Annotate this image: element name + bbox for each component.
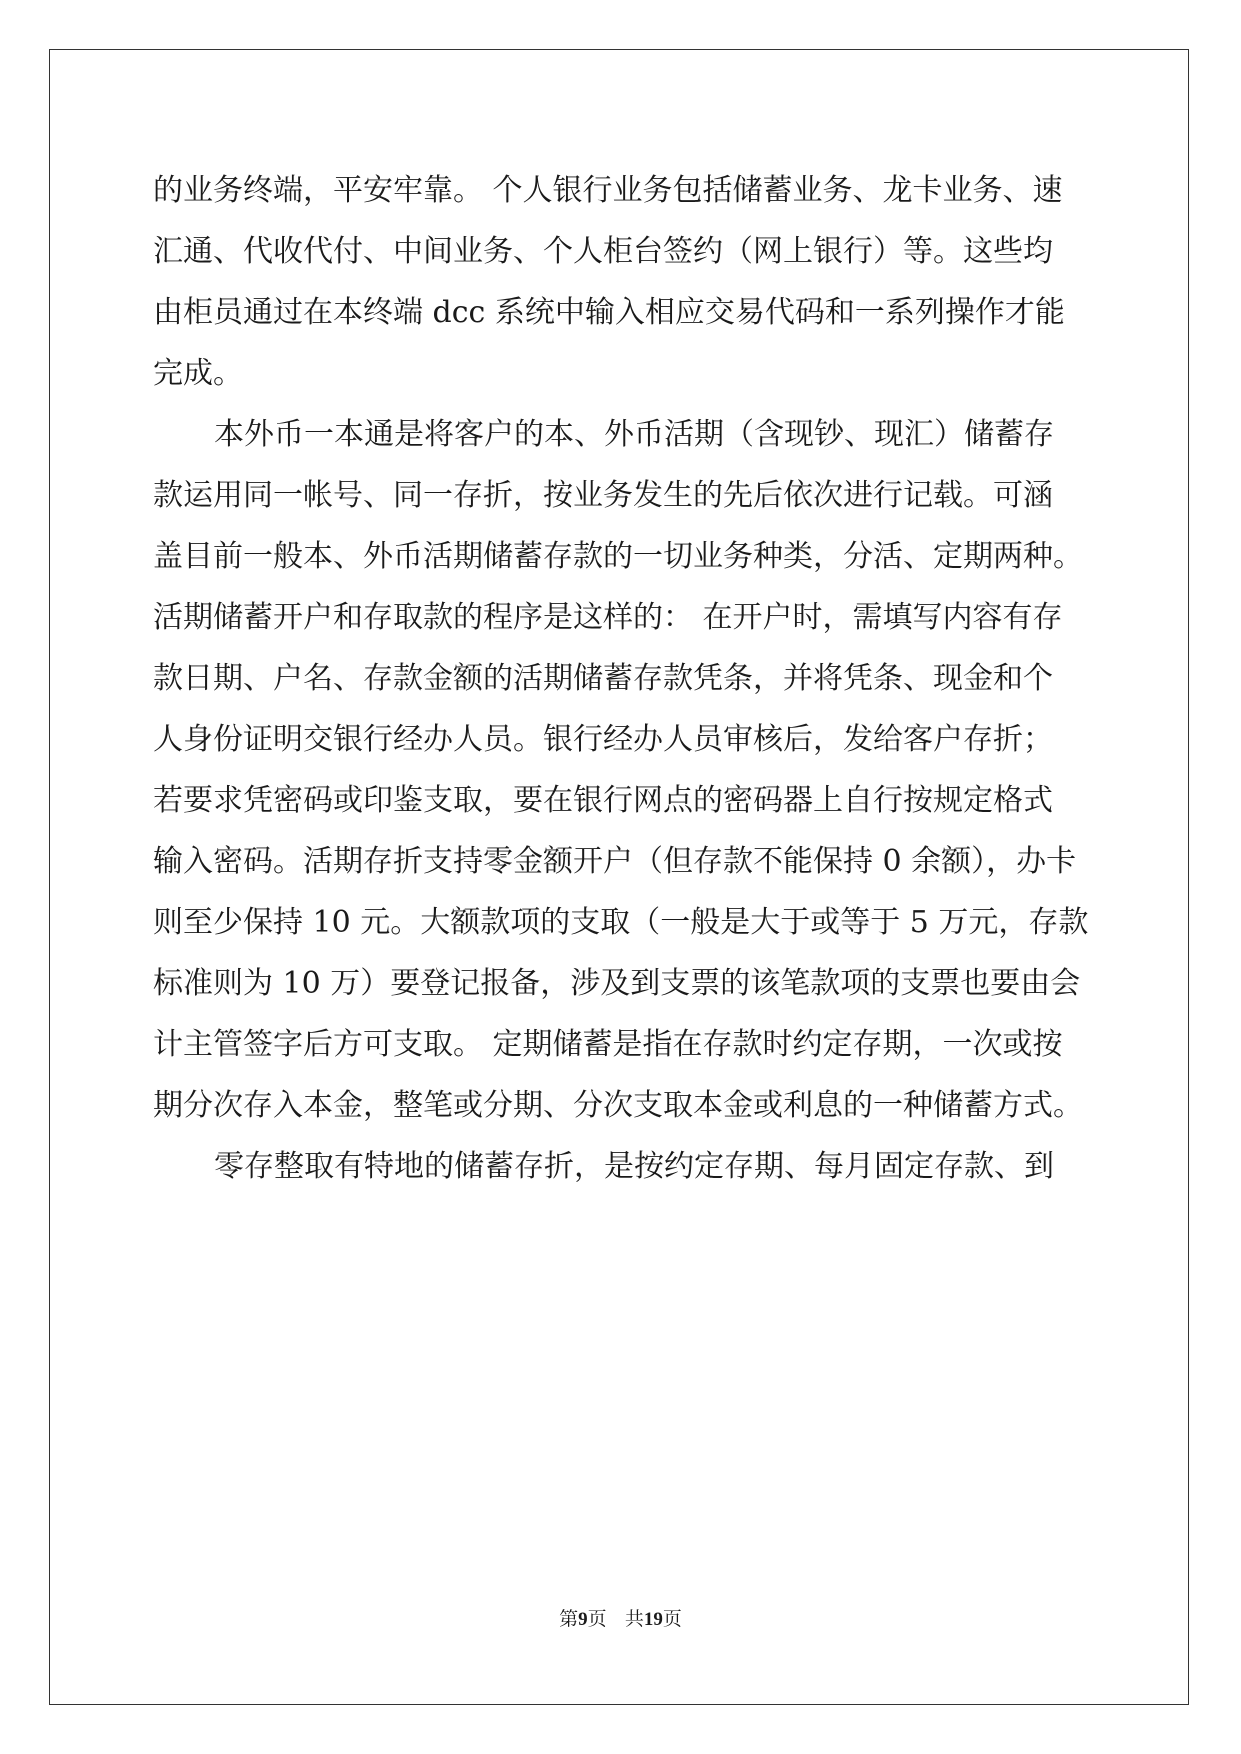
text-line: 盖目前一般本、外币活期储蓄存款的一切业务种类，分活、定期两种。: [153, 539, 1083, 574]
text-line: 计主管签字后方可支取。 定期储蓄是指在存款时约定存期，一次或按: [153, 1027, 1063, 1062]
footer-total-prefix: 共: [624, 1608, 644, 1630]
text-line: 输入密码。活期存折支持零金额开户（但存款不能保持 0 余额），办卡: [153, 844, 1077, 879]
footer-total-pages: 19: [643, 1609, 663, 1630]
footer-page-prefix: 第: [559, 1608, 579, 1630]
text-line: 款日期、户名、存款金额的活期储蓄存款凭条，并将凭条、现金和个: [153, 661, 1053, 696]
text-line: 人身份证明交银行经办人员。银行经办人员审核后，发给客户存折；: [153, 722, 1053, 757]
text-line: 期分次存入本金，整笔或分期、分次支取本金或利息的一种储蓄方式。: [153, 1088, 1083, 1123]
text-line: 由柜员通过在本终端 dcc 系统中输入相应交易代码和一系列操作才能: [153, 295, 1065, 330]
page-footer: [0, 1604, 1241, 1631]
text-line: 的业务终端，平安牢靠。 个人银行业务包括储蓄业务、龙卡业务、速: [153, 173, 1063, 208]
text-line: 本外币一本通是将客户的本、外币活期（含现钞、现汇）储蓄存: [214, 417, 1054, 452]
text-line: 款运用同一帐号、同一存折，按业务发生的先后依次进行记载。可涵: [153, 478, 1053, 513]
text-line: 若要求凭密码或印鉴支取，要在银行网点的密码器上自行按规定格式: [153, 783, 1053, 818]
text-line: 标准则为 10 万）要登记报备，涉及到支票的该笔款项的支票也要由会: [153, 966, 1081, 1001]
document-body: [153, 160, 1093, 1197]
text-line: 汇通、代收代付、中间业务、个人柜台签约（网上银行）等。这些均: [153, 234, 1053, 269]
footer-total-suffix: 页: [662, 1608, 682, 1630]
text-line: 完成。: [153, 356, 243, 391]
footer-page-number: 9: [578, 1609, 588, 1630]
text-line: 活期储蓄开户和存取款的程序是这样的： 在开户时，需填写内容有存: [153, 600, 1063, 635]
footer-page-suffix: 页: [587, 1608, 607, 1630]
text-line: 零存整取有特地的储蓄存折，是按约定存期、每月固定存款、到: [214, 1149, 1054, 1184]
text-line: 则至少保持 10 元。大额款项的支取（一般是大于或等于 5 万元，存款: [153, 905, 1089, 940]
